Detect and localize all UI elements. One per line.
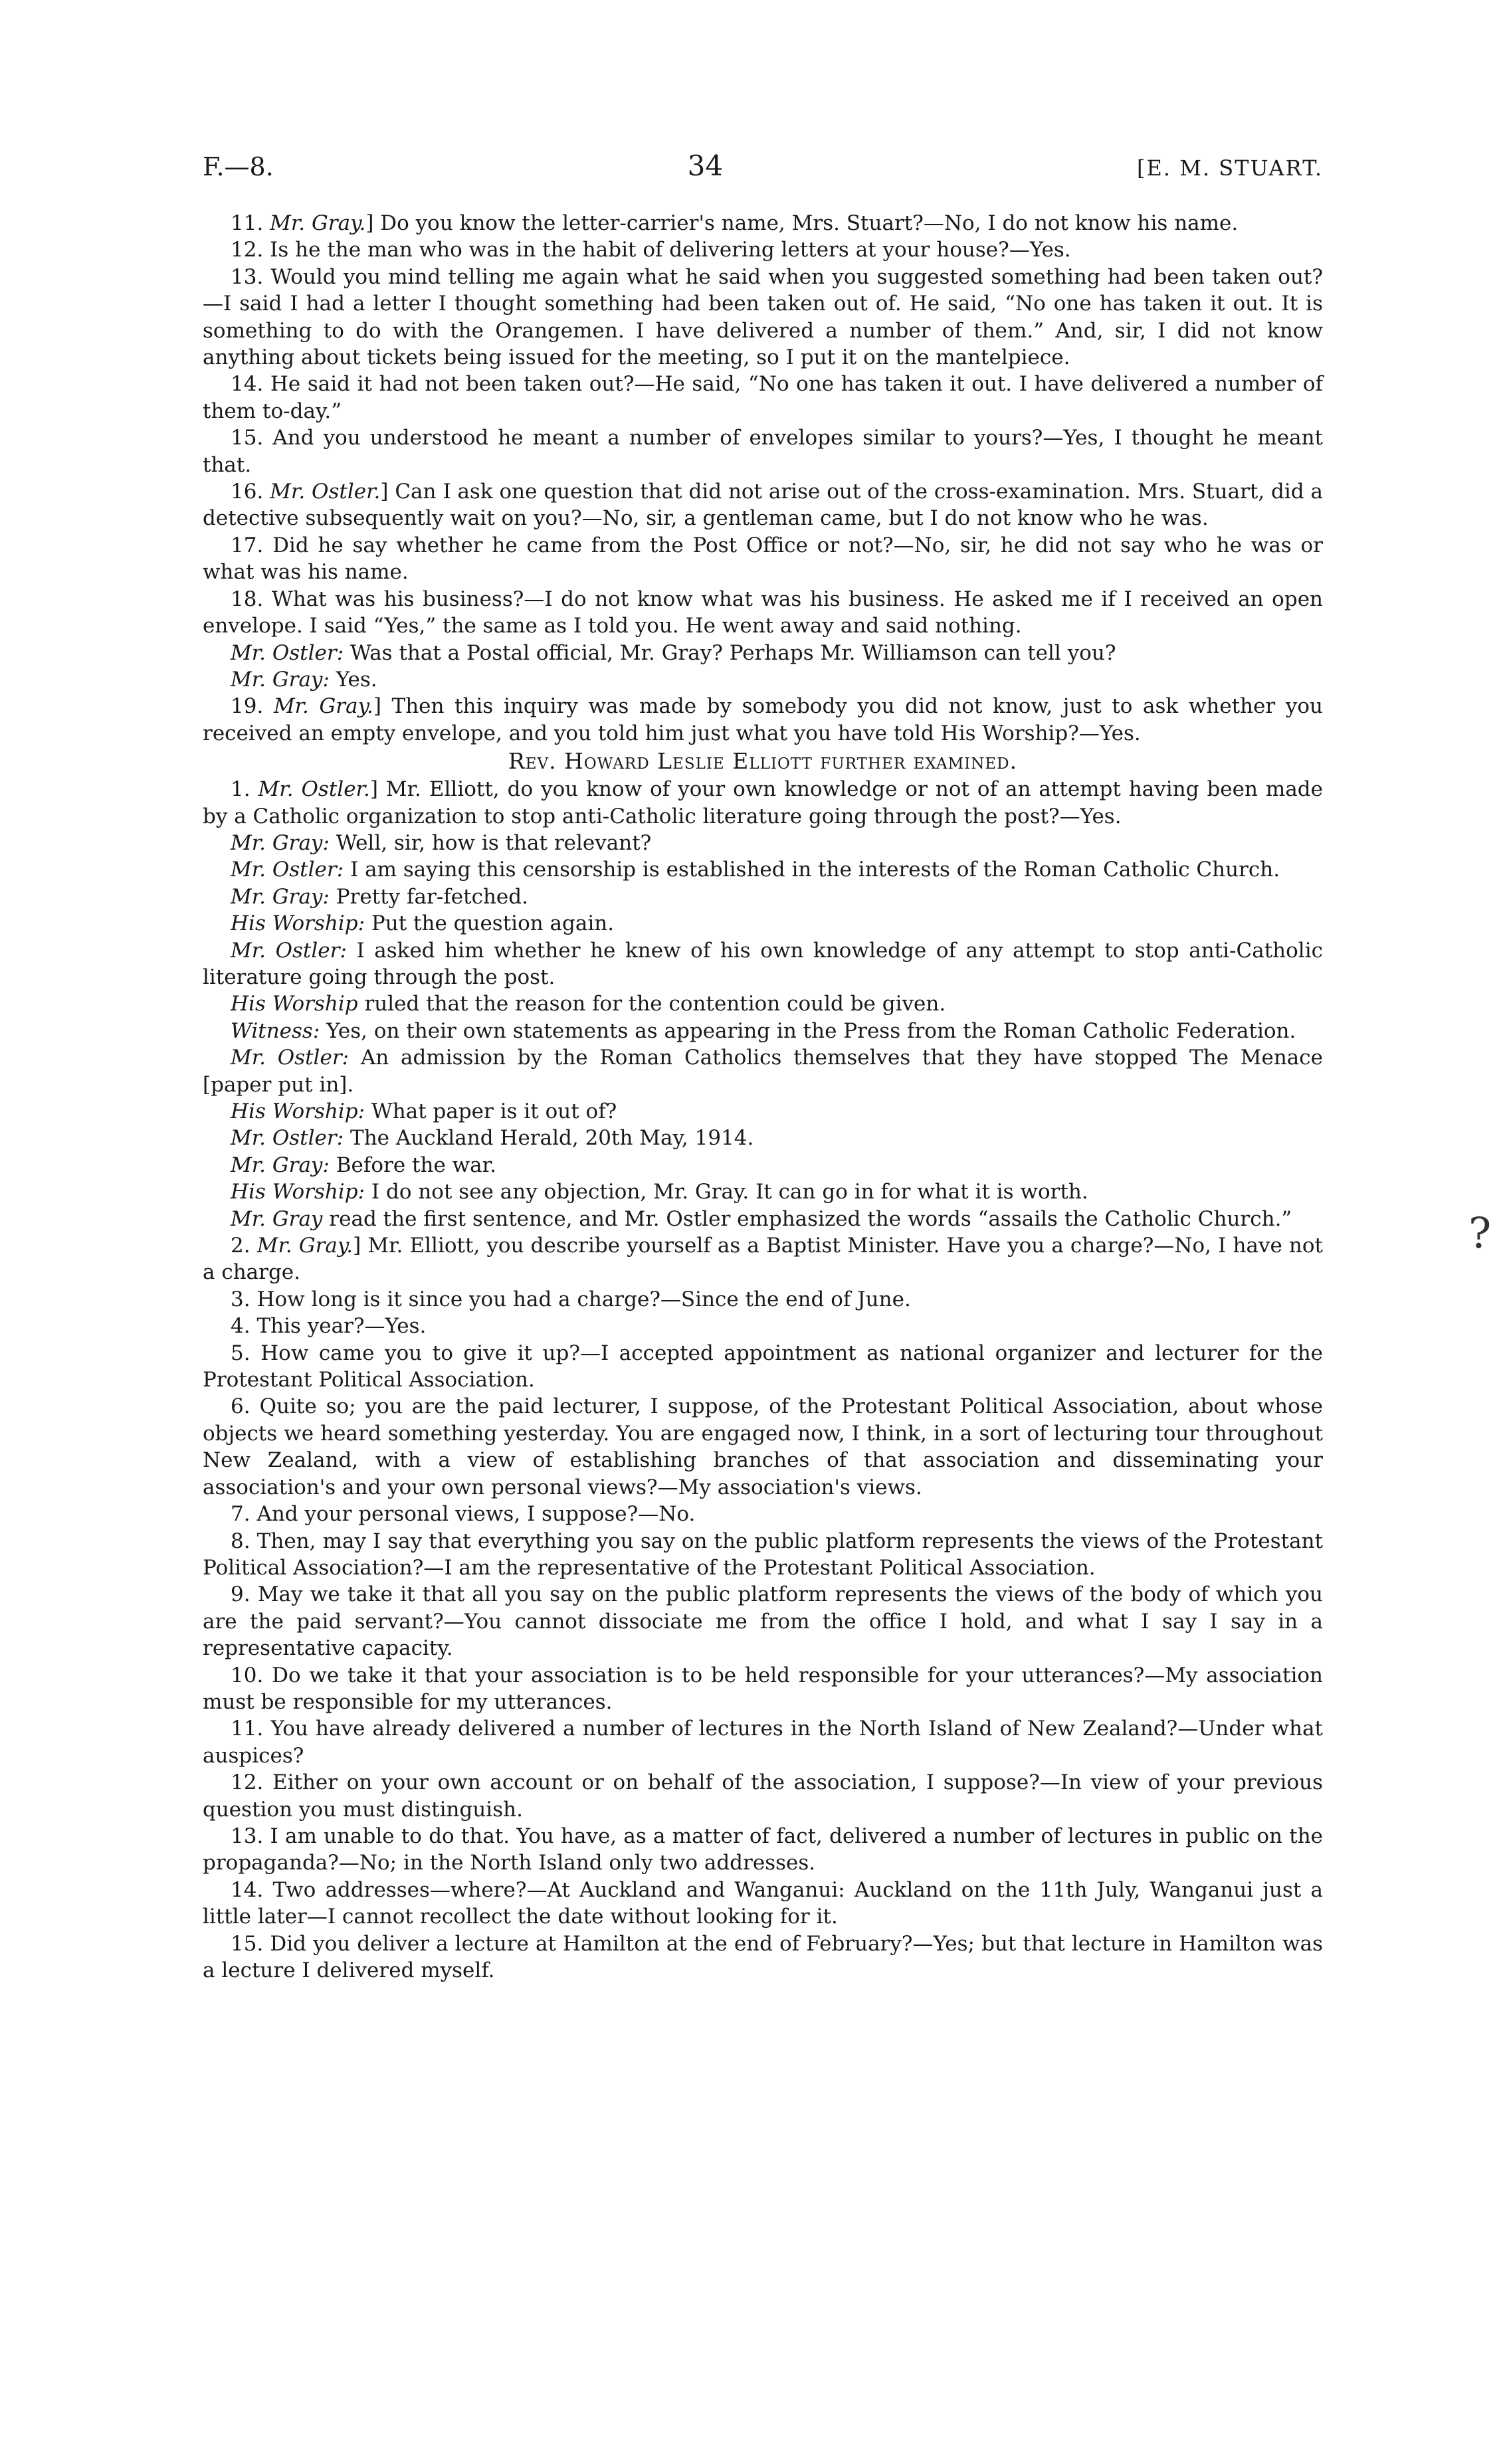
question-number: 19. xyxy=(231,694,274,719)
speaker-name: Mr. Ostler. xyxy=(270,480,381,504)
question-number: 14. xyxy=(231,1877,273,1902)
paragraph-text: Was that a Postal official, Mr. Gray? Perhaps Mr. Williamson can tell you? xyxy=(344,640,1116,665)
question-number: 3. xyxy=(231,1287,257,1311)
paragraph xyxy=(203,1662,1323,1716)
paragraph-text: Do we take it that your association is to be held responsible for your utterances?—My association must be responsible for my utterances. xyxy=(203,1663,1324,1714)
paragraph xyxy=(203,1179,1323,1205)
paragraph-text: I do not see any objection, Mr. Gray. It can go in for what it is worth. xyxy=(365,1180,1088,1204)
paragraph xyxy=(203,1313,1323,1339)
paragraph xyxy=(203,1206,1323,1232)
paragraph-text: read the first sentence, and Mr. Ostler emphasized the words “assails the Catholic Church.” xyxy=(322,1206,1292,1231)
question-number: 15. xyxy=(231,1931,270,1956)
question-number: 7. xyxy=(231,1502,257,1527)
question-number: 16. xyxy=(231,480,270,504)
speaker-name: His Worship: xyxy=(231,1099,365,1123)
paragraph-text: I am saying this censorship is established in the interests of the Roman Catholic Church. xyxy=(344,858,1280,882)
question-number: 2. xyxy=(231,1234,257,1258)
paragraph-text: I asked him whether he knew of his own knowledge of any attempt to stop anti-Catholic literature going through the post. xyxy=(203,938,1323,989)
paragraph xyxy=(203,884,1323,910)
paragraph xyxy=(203,1018,1323,1044)
question-number: 12. xyxy=(231,1770,272,1795)
paragraph xyxy=(203,693,1323,747)
paragraph-text: You have already delivered a number of lectures in the North Island of New Zealand?—Under what auspices? xyxy=(203,1717,1324,1768)
paragraph-text: Yes, on their own statements as appearing in the Press from the Roman Catholic Federation. xyxy=(320,1018,1296,1043)
speaker-name: His Worship: xyxy=(231,911,365,936)
section-heading: Rev. Howard Leslie Elliott further examined. xyxy=(508,748,1018,775)
paragraph-text: Well, sir, how is that relevant? xyxy=(329,830,652,855)
question-number: 5. xyxy=(231,1341,261,1365)
speaker-name: Witness: xyxy=(231,1018,320,1043)
paragraph-text: ] Can I ask one question that did not arise out of the cross-examination. Mrs. Stuart, did a detective subsequently wait on you?—No, sir, a gentleman came, but I do not know who he was. xyxy=(203,480,1324,531)
speaker-name: Mr. Gray. xyxy=(270,211,366,235)
paragraph-text: How came you to give it up?—I accepted appointment as national organizer and lecturer for the Protestant Political Association. xyxy=(203,1341,1323,1392)
stuart-examination xyxy=(203,210,1323,747)
paragraph xyxy=(203,640,1323,666)
question-number: 11. xyxy=(231,211,270,235)
paragraph-text: ] Mr. Elliott, do you know of your own knowledge or not of an attempt having been made by a Catholic organization to stop anti-Catholic literature going through the post?—Yes. xyxy=(203,777,1323,828)
paragraph-text: How long is it since you had a charge?—Since the end of June. xyxy=(256,1287,911,1311)
speaker-name: His Worship: xyxy=(231,1180,365,1204)
series-reference: F.—8. xyxy=(203,152,274,181)
paragraph xyxy=(203,371,1323,425)
page-header xyxy=(203,149,1323,182)
question-number: 1. xyxy=(231,777,258,802)
question-number: 13. xyxy=(231,1824,270,1848)
question-number: 6. xyxy=(231,1394,260,1419)
paragraph-text: An admission by the Roman Catholics themselves that they have stopped The Menace [paper put in]. xyxy=(203,1046,1323,1097)
paragraph-text: Put the question again. xyxy=(365,911,615,936)
paragraph xyxy=(203,1152,1323,1179)
paragraph xyxy=(203,237,1323,263)
speaker-name: Mr. Gray xyxy=(231,1206,323,1231)
margin-mark: ? xyxy=(1468,1209,1492,1258)
paragraph xyxy=(203,1877,1323,1931)
speaker-name: Mr. Gray: xyxy=(231,667,330,692)
page-number: 34 xyxy=(687,149,724,182)
elliott-examination xyxy=(203,776,1323,1984)
question-number: 10. xyxy=(231,1663,272,1687)
question-number: 17. xyxy=(231,533,273,557)
speaker-name: Mr. Gray. xyxy=(256,1234,353,1258)
paragraph xyxy=(203,532,1323,586)
paragraph-text: Quite so; you are the paid lecturer, I suppose, of the Protestant Political Association, about whose objects we heard something yesterday. You are engaged now, I think, in a sort of lecturing tour throughout New Zealand, with a view of establishing branches of that association and disseminating your association's and your own personal views?—My association's views. xyxy=(203,1394,1323,1499)
question-number: 8. xyxy=(231,1529,257,1553)
speaker-name: Mr. Gray: xyxy=(231,1153,330,1177)
paragraph-text: Two addresses—where?—At Auckland and Wanganui: Auckland on the 11th July, Wanganui just a little later—I cannot recollect the date without looking for it. xyxy=(203,1877,1324,1929)
paragraph-text: This year?—Yes. xyxy=(256,1314,427,1339)
paragraph-text: Then, may I say that everything you say on the public platform represents the views of the Protestant Political Association?—I am the representative of the Protestant Political Association. xyxy=(203,1529,1323,1580)
paragraph xyxy=(203,937,1323,991)
speaker-name: Mr. Gray: xyxy=(231,884,330,909)
question-number: 4. xyxy=(231,1314,257,1339)
paragraph-text: What paper is it out of? xyxy=(365,1099,617,1123)
paragraph xyxy=(203,1393,1323,1501)
paragraph-text: ruled that the reason for the contention could be given. xyxy=(357,992,946,1016)
paragraph-text: Would you mind telling me again what he said when you suggested something had been taken out?—I said I had a letter I thought something had been taken out of. He said, “No one has taken it out. It is something to do with the Orangemen. I have delivered a number of them.” And, sir, I did not know anything about tickets being issued for the meeting, so I put it on the mantelpiece. xyxy=(203,264,1324,370)
paragraph-text: I am unable to do that. You have, as a matter of fact, delivered a number of lectures in public on the propaganda?—No; in the North Island only two addresses. xyxy=(203,1824,1324,1875)
paragraph xyxy=(203,1286,1323,1313)
running-head: [E. M. STUART. xyxy=(1137,155,1323,181)
paragraph-text: He said it had not been taken out?—He said, “No one has taken it out. I have delivered a number of them to-day.” xyxy=(203,372,1324,423)
paragraph xyxy=(203,1769,1323,1823)
paragraph xyxy=(203,1044,1323,1098)
paragraph-text: ] Do you know the letter-carrier's name, Mrs. Stuart?—No, I do not know his name. xyxy=(365,211,1239,235)
paragraph xyxy=(203,776,1323,830)
paragraph xyxy=(203,856,1323,883)
paragraph-text: Is he the man who was in the habit of delivering letters at your house?—Yes. xyxy=(270,238,1071,262)
paragraph xyxy=(203,1098,1323,1125)
paragraph xyxy=(203,264,1323,371)
question-number: 9. xyxy=(231,1582,258,1607)
paragraph-text: Yes. xyxy=(329,667,377,692)
paragraph-text: What was his business?—I do not know what was his business. He asked me if I received an open envelope. I said “Yes,” the same as I told you. He went away and said nothing. xyxy=(203,587,1324,638)
paragraph xyxy=(203,910,1323,937)
paragraph xyxy=(203,478,1323,532)
paragraph xyxy=(203,1581,1323,1661)
question-number: 14. xyxy=(231,372,270,397)
paragraph xyxy=(203,586,1323,640)
paragraph-text: And your personal views, I suppose?—No. xyxy=(256,1502,696,1527)
speaker-name: Mr. Gray. xyxy=(273,694,373,719)
paragraph-text: May we take it that all you say on the public platform represents the views of the body of which you are the paid servant?—You cannot dissociate me from the office I hold, and what I say I say in a representative capacity. xyxy=(203,1582,1323,1661)
speaker-name: His Worship xyxy=(231,992,358,1016)
paragraph-text: Before the war. xyxy=(329,1153,496,1177)
question-number: 15. xyxy=(231,426,273,450)
question-number: 13. xyxy=(231,264,271,289)
paragraph-text: Did he say whether he came from the Post Office or not?—No, sir, he did not say who he was or what was his name. xyxy=(203,533,1324,585)
paragraph-text: And you understood he meant a number of envelopes similar to yours?—Yes, I thought he meant that. xyxy=(203,426,1324,477)
paragraph xyxy=(203,210,1323,237)
question-number: 18. xyxy=(231,587,272,611)
question-number: 11. xyxy=(231,1717,271,1741)
paragraph-text: Pretty far-fetched. xyxy=(329,884,528,909)
speaker-name: Mr. Ostler: xyxy=(231,1126,344,1151)
speaker-name: Mr. Ostler: xyxy=(231,640,344,665)
question-number: 12. xyxy=(231,238,270,262)
paragraph xyxy=(203,1715,1323,1769)
paragraph-text: The Auckland Herald, 20th May, 1914. xyxy=(344,1126,754,1151)
paragraph xyxy=(203,425,1323,478)
speaker-name: Mr. Ostler. xyxy=(258,777,370,802)
paragraph-text: ] Then this inquiry was made by somebody you did not know, just to ask whether you received an empty envelope, and you told him just what you have told His Worship?—Yes. xyxy=(203,694,1323,745)
paragraph xyxy=(203,1501,1323,1527)
paragraph xyxy=(203,830,1323,856)
speaker-name: Mr. Ostler: xyxy=(231,1046,350,1070)
paragraph xyxy=(203,1340,1323,1394)
speaker-name: Mr. Ostler: xyxy=(231,858,344,882)
speaker-name: Mr. Ostler: xyxy=(231,938,347,963)
speaker-name: Mr. Gray: xyxy=(231,830,330,855)
paragraph xyxy=(203,1232,1323,1286)
paragraph xyxy=(203,1528,1323,1582)
paragraph xyxy=(203,1931,1323,1984)
paragraph xyxy=(203,991,1323,1017)
paragraph xyxy=(203,666,1323,693)
paragraph-text: ] Mr. Elliott, you describe yourself as a Baptist Minister. Have you a charge?—No, I have not a charge. xyxy=(203,1234,1324,1285)
paragraph xyxy=(203,1125,1323,1151)
paragraph-text: Either on your own account or on behalf of the association, I suppose?—In view of your previous question you must distinguish. xyxy=(203,1770,1323,1822)
paragraph-text: Did you deliver a lecture at Hamilton at the end of February?—Yes; but that lecture in Hamilton was a lecture I delivered myself. xyxy=(203,1931,1323,1982)
paragraph xyxy=(203,1823,1323,1877)
